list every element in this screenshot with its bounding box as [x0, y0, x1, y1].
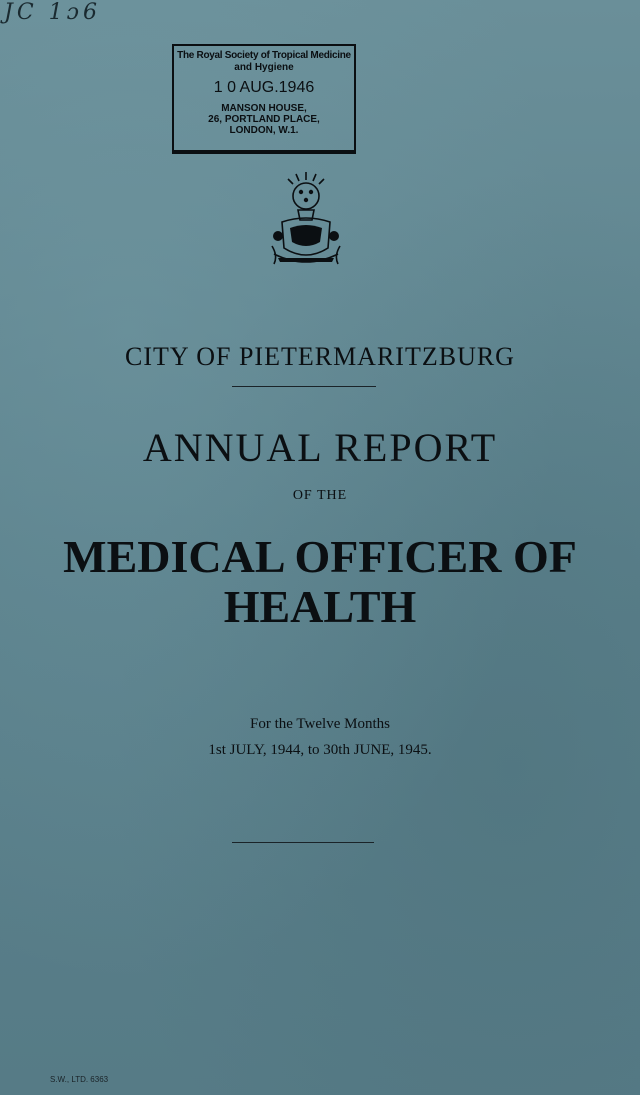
- stamp-address-line-1: MANSON HOUSE,: [221, 103, 307, 114]
- report-period-intro: For the Twelve Months: [250, 716, 390, 732]
- stamp-society-subtitle: and Hygiene: [234, 62, 294, 73]
- stamp-date: 1 0 AUG.1946: [213, 79, 315, 96]
- officer-title-line-2: HEALTH: [223, 581, 417, 632]
- handwritten-note: JC 1ɔ6: [4, 0, 101, 25]
- officer-title: [0, 532, 640, 632]
- divider-bottom: [232, 842, 374, 843]
- stamp-address-line-3: LONDON, W.1.: [229, 125, 299, 136]
- library-stamp: [172, 44, 356, 154]
- stamp-address-line-2: 26, PORTLAND PLACE,: [208, 114, 320, 125]
- officer-title-line-1: MEDICAL OFFICER OF: [63, 531, 577, 582]
- stamp-society-name: The Royal Society of Tropical Medicine: [177, 50, 351, 61]
- city-coat-of-arms-icon: [268, 170, 344, 280]
- report-subtitle-of-the: OF THE: [292, 488, 348, 503]
- report-title: ANNUAL REPORT: [142, 425, 498, 470]
- divider-top: [232, 386, 376, 387]
- printer-mark: S.W., LTD. 6363: [50, 1075, 109, 1084]
- report-period-dates: 1st JULY, 1944, to 30th JUNE, 1945.: [208, 742, 432, 758]
- city-title: CITY OF PIETERMARITZBURG: [125, 342, 515, 371]
